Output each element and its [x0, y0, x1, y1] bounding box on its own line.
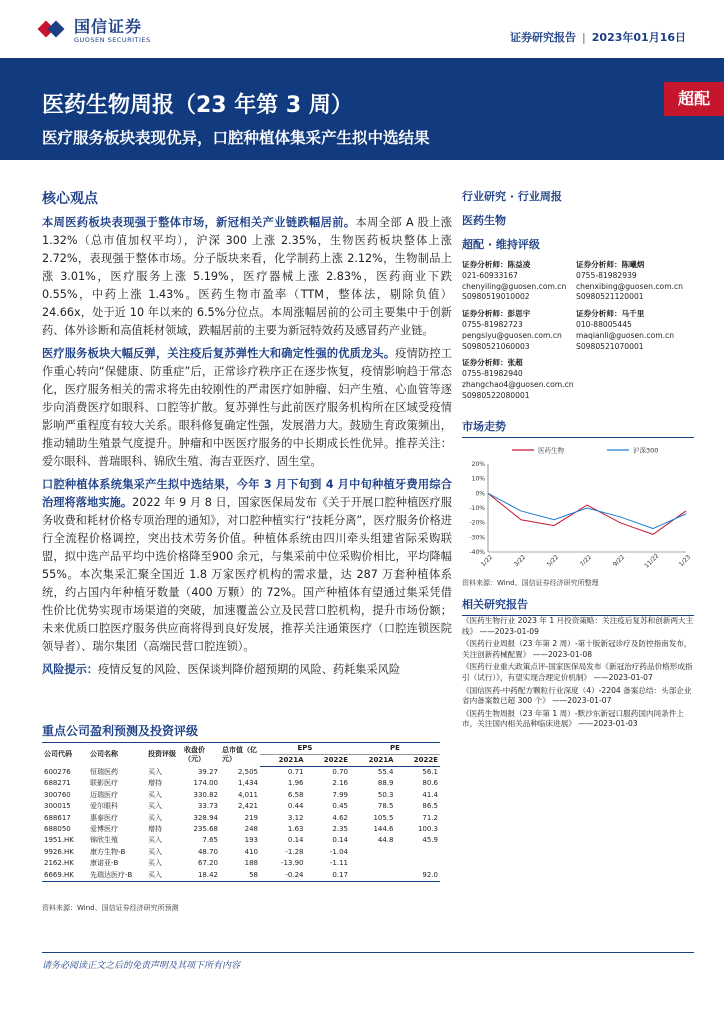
- cell-cap: 2,421: [237, 802, 258, 811]
- cell-price: 7.65: [202, 836, 218, 845]
- market-trend-chart: [462, 440, 694, 576]
- risk-text: 疫情反复的风险、医保谈判降价超预期的风险、药耗集采风险: [97, 663, 401, 676]
- cell-pe-2022: 45.9: [422, 836, 438, 845]
- cell-rating: 买入: [148, 802, 162, 811]
- cell-price: 174.00: [193, 779, 218, 788]
- cell-eps-2022: 0.70: [332, 768, 348, 776]
- y-tick-label: 20%: [471, 461, 485, 468]
- analyst-email[interactable]: chenxibing@guosen.com.cn: [576, 281, 683, 291]
- cell-code: 2162.HK: [44, 859, 74, 868]
- core-views: [42, 188, 452, 679]
- header-sep: |: [582, 31, 586, 44]
- analyst-card: [462, 260, 572, 303]
- side-industry: 医药生物: [462, 214, 506, 227]
- x-tick-label: 3/22: [512, 553, 528, 569]
- related-report[interactable]: 《国信医药-中药配方颗粒行业深度（4）-2204 备案总结：头部企业省内备案数已超 300 个》 ——2023-01-07: [462, 685, 692, 706]
- trend-svg: [462, 440, 694, 576]
- cell-price: 48.70: [197, 847, 218, 856]
- analyst-cert: S0980521070001: [576, 341, 644, 351]
- cell-name: 康方生物-B: [90, 847, 126, 856]
- cell-cap: 188: [244, 859, 258, 868]
- analyst-phone: 0755-81982940: [462, 369, 523, 379]
- y-tick-label: -40%: [469, 549, 485, 556]
- cell-name: 惠泰医疗: [90, 813, 118, 822]
- cell-eps-2021: 0.71: [287, 768, 304, 776]
- cell-code: 6669.HK: [42, 870, 88, 882]
- cell-price: 235.68: [193, 825, 218, 834]
- cell-name: 爱尔眼科: [90, 802, 118, 811]
- th-pe-2022: 2022E: [395, 755, 440, 767]
- logo-cn: 国信证券: [74, 17, 143, 36]
- series-line-0: [488, 493, 686, 534]
- cell-rating: 买入: [148, 847, 162, 856]
- cell-code: 688617: [44, 813, 71, 822]
- cell-name: 爱博医疗: [90, 825, 118, 834]
- core-para-3-text: 2022 年 9 月 8 日，国家医保局发布《关于开展口腔种植医疗服务收费和耗材价格专项治理的通知》，对口腔种植实行“技耗分离”，医疗服务价格进行全流程价格调控，突出技术劳务价值。种植体系统由四川牵头组建省际采购联盟，拟中选产品平均中选价格降至900 余元，与集采前中位采购价相比，平均降幅 55%。本次集采汇聚全国近 1.8 万家医疗机构的需求量，达 287 万套种植体系统，约占国内年种植牙数量（400 万颗）的 72%。国产种植体有望通过集采凭借性价比优势实现市场渠道的突破，加速覆盖公立及民营口腔机构，提升市场份额；未来优质口腔医疗服务供应商将得到良好发展，推荐关注通策医疗（口腔连锁医院领导者）、瑞尔集团（高端民营口腔连锁）。: [42, 496, 452, 653]
- cell-cap: 4,011: [237, 790, 258, 799]
- th-name: 公司名称: [88, 743, 146, 767]
- cell-price: 18.42: [182, 870, 220, 882]
- cell-pe-2022: 86.5: [422, 802, 438, 811]
- cell-name: 联影医疗: [90, 779, 118, 788]
- x-tick-label: 1/22: [479, 553, 495, 569]
- cell-pe-2022: [395, 847, 440, 858]
- logo-en: GUOSEN SECURITIES: [74, 36, 151, 44]
- x-tick-label: 5/22: [545, 553, 561, 569]
- cell-rating: 买入: [148, 859, 162, 868]
- cell-cap: 58: [220, 870, 260, 882]
- core-para-1-highlight: 本周医药板块表现强于整体市场，新冠相关产业链跌幅居前。: [42, 216, 356, 229]
- cell-code: 688050: [44, 825, 71, 834]
- table-row: [42, 813, 440, 824]
- th-eps-2022: 2022E: [306, 755, 350, 767]
- cell-pe-2021: 144.6: [373, 825, 394, 834]
- analyst-cert: S0980521060003: [462, 341, 530, 351]
- footer-line: [42, 952, 694, 953]
- cell-eps-2021: -1.28: [285, 847, 304, 856]
- cell-cap: 410: [244, 847, 258, 856]
- core-para-2-highlight: 医疗服务板块大幅反弹，关注疫后复苏弹性大和确定性强的优质龙头。: [42, 347, 396, 360]
- logo-diamond-icon: [40, 19, 68, 43]
- cell-eps-2022: 0.14: [332, 836, 348, 845]
- legend-label: 沪深300: [633, 446, 659, 455]
- cell-price: 330.82: [193, 790, 218, 799]
- table-row: [42, 801, 440, 812]
- trend-title: 市场走势: [462, 418, 694, 438]
- cell-pe-2022: 71.2: [422, 813, 438, 822]
- legend-label: 医药生物: [538, 446, 564, 455]
- analyst-phone: 021-60933167: [462, 270, 518, 280]
- analyst-email[interactable]: maqianli@guosen.com.cn: [576, 330, 675, 340]
- y-tick-label: -30%: [469, 534, 485, 542]
- cell-name: 恒瑞医药: [90, 767, 118, 776]
- th-code: 公司代码: [42, 743, 88, 767]
- table-row: [42, 858, 440, 869]
- cell-eps-2021: -13.90: [280, 859, 304, 868]
- cell-pe-2022: 92.0: [395, 870, 440, 882]
- analyst-phone: 0755-81982939: [576, 270, 637, 280]
- analyst-cert: S0980519010002: [462, 292, 530, 302]
- cell-pe-2021: 44.8: [377, 836, 394, 845]
- related-report[interactable]: 《医药生物行业 2023 年 1 月投资策略：关注疫后复苏和创新两大主线》 ——2023-01-09: [462, 616, 694, 636]
- cell-rating: 增持: [148, 825, 162, 834]
- cell-pe-2021: [350, 847, 396, 858]
- cell-eps-2022: 0.17: [306, 870, 350, 882]
- cell-name: 先瑞达医疗-B: [88, 870, 146, 882]
- related-report[interactable]: 《医药行业周报（23 年第 2 周）-第十版新冠诊疗及防控指南发布，关注创新药械配置》 ——2023-01-08: [462, 639, 692, 659]
- table-source: 资料来源：Wind、国信证券经济研究所预测: [42, 904, 179, 912]
- side-category: 行业研究 · 行业周报: [462, 190, 562, 203]
- cell-pe-2022: 56.1: [422, 768, 438, 776]
- cell-rating: 买入: [148, 767, 162, 776]
- cell-eps-2022: 2.35: [332, 825, 348, 834]
- cell-price: 33.73: [197, 802, 218, 811]
- th-eps-2021: 2021A: [260, 755, 306, 767]
- cell-eps-2021: 0.14: [287, 836, 304, 845]
- cell-pe-2021: 105.5: [373, 813, 394, 822]
- table-body: [42, 767, 440, 882]
- core-para-2: [42, 345, 452, 471]
- cell-code: 600276: [44, 767, 71, 776]
- core-para-1: [42, 214, 452, 340]
- y-tick-label: 10%: [471, 475, 485, 483]
- core-para-2-text: 疫情防控工作重心转向“保健康、防重症”后，正常诊疗秩序正在逐步恢复，疫情影响趋于常态化，医疗服务相关的需求将先由较刚性的严肃医疗如肿瘤、妇产生殖、心血管等逐步向消费医疗如眼科、口腔等扩散。复苏弹性与此前医疗服务机构所在区域受疫情影响严重程度有较大关系。眼科修复确定性强，发展潜力大。鼓励生育政策频出，推动辅助生殖景气度提升。肿瘤和中医医疗服务的中长期成长性优异。推荐关注：爱尔眼科、普瑞眼科、锦欣生殖、海吉亚医疗、固生堂。: [42, 347, 452, 468]
- analyst-phone: 0755-81982723: [462, 319, 523, 329]
- core-title: 核心观点: [42, 191, 98, 207]
- cell-cap: 219: [244, 813, 258, 822]
- x-tick-label: 9/22: [611, 553, 627, 569]
- guosen-logo: [40, 18, 151, 44]
- analyst-label: 证券分析师：彭思宇: [462, 309, 531, 319]
- cell-eps-2022: 0.45: [332, 802, 348, 811]
- side-panel: [462, 188, 694, 402]
- related-list: [462, 616, 694, 732]
- cell-name: 迈瑞医疗: [90, 790, 118, 799]
- report-subtitle: 医疗服务板块表现优异，口腔种植体集采产生拟中选结果: [42, 129, 430, 147]
- cell-eps-2021: 0.44: [287, 802, 304, 811]
- cell-pe-2022: 41.4: [422, 790, 438, 799]
- analyst-label: 证券分析师：陈曦炳: [576, 260, 645, 269]
- th-cap: 总市值（亿元）: [220, 743, 260, 767]
- core-para-3-highlight: 口腔种植体系统集采产生拟中选结果，今年 3 月下旬到 4 月中旬种植牙费用综合治理将落地实施。: [42, 478, 452, 509]
- report-type: 证券研究报告: [510, 31, 577, 44]
- cell-eps-2022: 4.62: [332, 813, 348, 822]
- cell-eps-2022: 7.99: [332, 790, 348, 799]
- table-row: [42, 847, 440, 858]
- analyst-email[interactable]: chenyiling@guosen.com.cn: [462, 281, 567, 291]
- cell-eps-2022: -1.04: [329, 847, 348, 856]
- cell-price: 328.94: [193, 813, 218, 822]
- cell-pe-2022: 100.3: [417, 825, 438, 834]
- analyst-email[interactable]: zhangchao4@guosen.com.cn: [462, 379, 574, 389]
- cell-pe-2022: [395, 858, 440, 869]
- table-row: [42, 778, 440, 789]
- cell-code: 300760: [44, 790, 71, 799]
- cell-cap: 1,434: [237, 779, 258, 788]
- forecast-table: [42, 742, 440, 882]
- cell-code: 9926.HK: [44, 847, 74, 856]
- cell-rating: 买入: [148, 836, 162, 845]
- core-para-3: [42, 476, 452, 656]
- top-bar: [0, 0, 724, 58]
- th-price: 收盘价（元）: [182, 743, 220, 767]
- cell-eps-2021: -0.24: [260, 870, 306, 882]
- cell-pe-2021: 50.3: [377, 790, 394, 799]
- cell-price: 39.27: [197, 767, 218, 776]
- footer-disclaimer: 请务必阅读正文之后的免责声明及其项下所有内容: [42, 961, 241, 971]
- rating-badge: 超配: [664, 82, 724, 116]
- x-tick-label: 1/23: [677, 553, 693, 569]
- cell-code: 300015: [44, 802, 71, 811]
- x-tick-label: 7/22: [578, 553, 594, 569]
- cell-rating: 买入: [148, 790, 162, 799]
- analyst-cert: S0980522080001: [462, 390, 530, 400]
- table-row: [42, 767, 440, 779]
- cell-cap: 193: [244, 836, 258, 845]
- analyst-list: [462, 260, 694, 402]
- x-tick-label: 11/22: [643, 552, 661, 570]
- report-date: 2023年01月16日: [591, 31, 686, 44]
- side-rating: 超配 · 维持评级: [462, 238, 540, 251]
- cell-pe-2021: [350, 870, 396, 882]
- chart-source: 资料来源：Wind、国信证券经济研究所整理: [462, 579, 599, 587]
- y-tick-label: -20%: [469, 519, 485, 527]
- cell-code: 688271: [44, 779, 71, 788]
- cell-name: 康诺亚-B: [90, 859, 119, 868]
- cell-pe-2021: 55.4: [377, 768, 394, 776]
- analyst-card: [576, 309, 696, 352]
- cell-rating: 买入: [146, 870, 182, 882]
- series-line-1: [488, 493, 686, 528]
- risk-label: 风险提示：: [42, 663, 98, 676]
- table-row: [42, 824, 440, 835]
- core-para-1-text: 本周全部 A 股上涨 1.32%（总市值加权平均），沪深 300 上涨 2.35%，生物医药板块整体上涨 2.72%，表现强于整体市场。分子版块来看，化学制药上涨 2.12%，生物制品上涨 3.01%，医疗服务上涨 5.19%，医疗器械上涨 2.83%，医药商业下跌 0.55%，中药上涨 1.43%。医药生物市盈率（TTM，整体法，剔除负值）24.66x，处于近 10 年以来的 6.5%分位点。本周涨幅居前的公司主要集中于创新药、体外诊断和高值耗材领域，跌幅居前的主要为新冠特效药及感冒药产业链。: [42, 216, 452, 337]
- report-tag: [510, 29, 686, 45]
- cell-rating: 买入: [148, 813, 162, 822]
- cell-code: 1951.HK: [44, 836, 74, 845]
- analyst-label: 证券分析师：马千里: [576, 309, 645, 319]
- related-report[interactable]: 《医药行业重大政策点评-国家医保局发布《新冠治疗药品价格形成指引（试行）》，有望实现合理定价机制》 ——2023-01-07: [462, 662, 693, 682]
- cell-eps-2021: 3.12: [287, 813, 304, 822]
- cell-eps-2021: 6.58: [287, 790, 304, 799]
- risk-note: [42, 661, 452, 679]
- report-title: 医药生物周报（23 年第 3 周）: [42, 93, 353, 118]
- cell-pe-2021: 78.5: [377, 802, 394, 811]
- analyst-cert: S0980521120001: [576, 292, 644, 302]
- analyst-label: 证券分析师：张超: [462, 358, 523, 368]
- cell-pe-2022: 80.6: [422, 779, 438, 788]
- related-report[interactable]: 《医药生物周报（23 年第 1 周）-默沙东新冠口服药国内同条件上市，关注国内相关品种临床进展》 ——2023-01-03: [462, 708, 684, 729]
- analyst-card: [576, 260, 696, 303]
- analyst-phone: 010-88005445: [576, 319, 632, 329]
- analyst-card: [462, 358, 572, 401]
- th-pe: PE: [350, 743, 440, 755]
- table-row: [42, 790, 440, 801]
- analyst-email[interactable]: pengsiyu@guosen.com.cn: [462, 330, 562, 340]
- cell-name: 锦欣生殖: [90, 836, 118, 845]
- table-title: 重点公司盈利预测及投资评级: [42, 724, 199, 738]
- th-eps: EPS: [260, 743, 350, 755]
- analyst-card: [462, 309, 572, 352]
- table-row: [42, 835, 440, 846]
- cell-eps-2022: 2.16: [332, 779, 348, 788]
- cell-pe-2021: [350, 858, 396, 869]
- cell-cap: 248: [244, 825, 258, 834]
- y-tick-label: -10%: [469, 505, 485, 512]
- cell-eps-2021: 1.63: [287, 825, 304, 834]
- cell-price: 67.20: [197, 859, 218, 868]
- th-rating: 投资评级: [146, 743, 182, 767]
- cell-eps-2021: 1.96: [287, 779, 304, 788]
- table-row: [42, 870, 440, 882]
- cell-cap: 2,505: [237, 767, 258, 776]
- cell-eps-2022: -1.11: [329, 859, 348, 868]
- cell-rating: 增持: [148, 779, 162, 788]
- related-title: 相关研究报告: [462, 596, 694, 616]
- analyst-label: 证券分析师：陈益凌: [462, 260, 531, 269]
- y-tick-label: 0%: [475, 490, 485, 498]
- th-pe-2021: 2021A: [350, 755, 396, 767]
- cell-pe-2021: 88.9: [377, 779, 394, 788]
